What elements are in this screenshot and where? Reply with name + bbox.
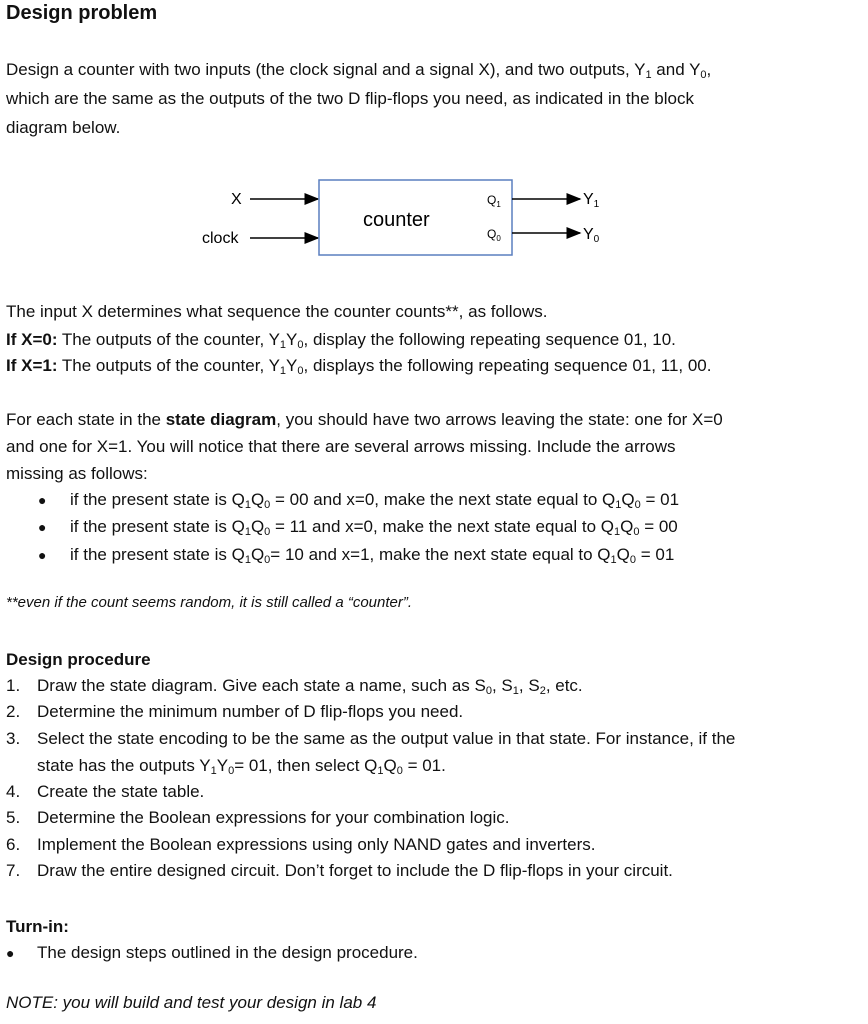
page-title: Design problem bbox=[6, 2, 158, 24]
state-para-line-2: and one for X=1. You will notice that there are several arrows missing. Include the arrows bbox=[6, 437, 676, 456]
list-item: 6. Implement the Boolean expressions using only NAND gates and inverters. bbox=[6, 835, 596, 854]
q1-label: $Q_1$ bbox=[487, 193, 501, 209]
list-item: ● if the present state is $Q_1Q_0 = 00$ and x=0, make the next state equal to $Q_1Q_0 = 01$ bbox=[38, 490, 680, 511]
intro-line-2: which are the same as the outputs of the two D flip-flops you need, as indicated in the block bbox=[6, 89, 694, 108]
input-clock-label: clock bbox=[202, 230, 239, 247]
bullet-icon: ● bbox=[6, 945, 15, 961]
q0-label: $Q_0$ bbox=[487, 227, 501, 243]
sequence-intro: The input X determines what sequence the counter counts**, as follows. bbox=[6, 302, 548, 321]
counter-label: counter bbox=[363, 209, 430, 231]
list-item: 5. Determine the Boolean expressions for your combination logic. bbox=[6, 808, 510, 827]
bullet-icon: ● bbox=[38, 547, 47, 563]
list-item: ● if the present state is $Q_1Q_0= 10$ and x=1, make the next state equal to $Q_1Q_0 = 01$ bbox=[38, 545, 675, 566]
list-item: ● if the present state is $Q_1Q_0 = 11$ and x=0, make the next state equal to $Q_1Q_0 = 00$ bbox=[38, 517, 678, 538]
y1-label: Y1 bbox=[583, 191, 600, 210]
state-para-line-3: missing as follows: bbox=[6, 464, 148, 483]
footnote: **even if the count seems random, it is still called a “counter”. bbox=[6, 594, 413, 611]
list-item: 4. Create the state table. bbox=[6, 782, 205, 801]
turnin-heading: Turn-in: bbox=[6, 917, 69, 936]
list-item: 7. Draw the entire designed circuit. Don’t forget to include the D flip-flops in your circuit. bbox=[6, 861, 673, 880]
procedure-heading: Design procedure bbox=[6, 650, 151, 669]
y0-label: Y0 bbox=[583, 226, 600, 245]
bullet-icon: ● bbox=[38, 492, 47, 508]
intro-line-1: Design a counter with two inputs (the clock signal and a signal X), and two outputs, $Y_1$ and $Y_0$, bbox=[6, 60, 712, 81]
list-item: 3. Select the state encoding to be the same as the output value in that state. For instance, if the state has the outputs $Y_1Y_0= 01$, then select $Q_1Q_0 = 01$. bbox=[6, 729, 736, 777]
state-para-line-1: For each state in the state diagram, you should have two arrows leaving the state: one for X=0 bbox=[6, 410, 723, 429]
list-item: ● The design steps outlined in the design procedure. bbox=[6, 943, 418, 962]
block-diagram bbox=[0, 172, 868, 282]
sequence-x1: If X=1: The outputs of the counter, $Y_1Y_0$, displays the following repeating sequence 01, 11, 00. bbox=[6, 356, 712, 377]
intro-line-3: diagram below. bbox=[6, 118, 121, 137]
bullet-icon: ● bbox=[38, 519, 47, 535]
lab-note: NOTE: you will build and test your design in lab 4 bbox=[6, 993, 377, 1012]
list-item: 2. Determine the minimum number of D flip-flops you need. bbox=[6, 702, 464, 721]
sequence-x0: If X=0: The outputs of the counter, $Y_1Y_0$, display the following repeating sequence 01, 10. bbox=[6, 330, 676, 351]
input-x-label: X bbox=[231, 191, 242, 208]
list-item: 1. Draw the state diagram. Give each state a name, such as $S_0$, $S_1$, $S_2$, etc. bbox=[6, 676, 583, 697]
